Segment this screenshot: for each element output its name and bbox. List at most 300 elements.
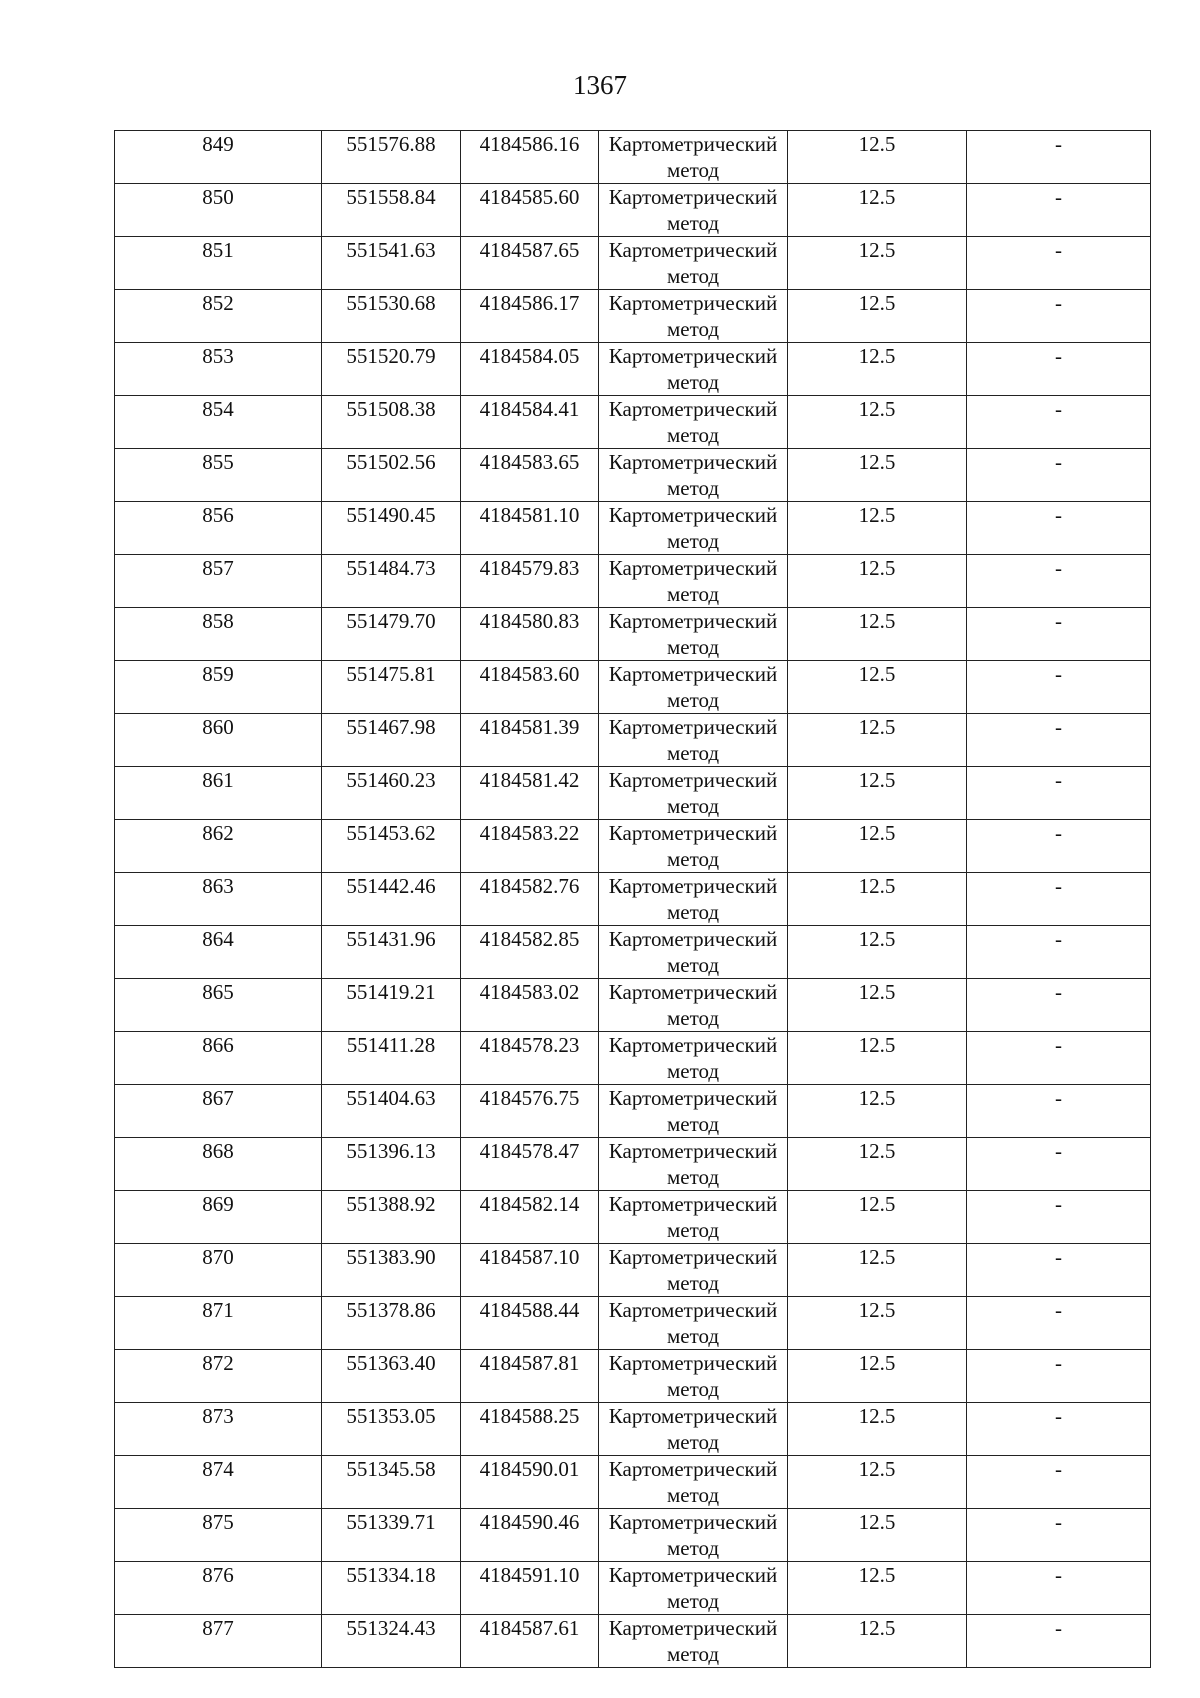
table-row [115,1509,1151,1562]
y-coordinate: 4184583.02 [479,980,580,1004]
accuracy-cell [788,555,967,608]
accuracy-cell [788,343,967,396]
note-cell [967,343,1151,396]
page-number: 1367 [573,70,627,100]
point-number-cell [115,555,322,608]
method-line-1: Картометрический [608,874,778,898]
method-text [599,502,787,554]
x-coordinate: 551460.23 [346,768,436,792]
note-value: - [1055,556,1062,580]
point-number: 864 [202,927,234,951]
point-number-cell [115,1615,322,1668]
x-coordinate-cell [322,767,461,820]
table-row [115,1456,1151,1509]
y-coordinate-cell [461,714,599,767]
method-text [599,1191,787,1243]
y-coordinate-cell [461,1350,599,1403]
point-number: 866 [202,1033,234,1057]
method-line-2: метод [666,582,720,606]
x-coordinate-cell [322,979,461,1032]
y-coordinate: 4184581.39 [479,715,580,739]
table-row [115,979,1151,1032]
note-value: - [1055,1192,1062,1216]
x-coordinate-cell [322,1403,461,1456]
method-text [599,767,787,819]
x-coordinate-cell [322,661,461,714]
accuracy-value: 12.5 [858,556,896,580]
method-line-1: Картометрический [608,927,778,951]
y-coordinate-cell [461,661,599,714]
y-coordinate-cell [461,290,599,343]
y-coordinate-cell [461,1562,599,1615]
accuracy-value: 12.5 [858,980,896,1004]
method-line-2: метод [666,1642,720,1666]
table-row [115,820,1151,873]
point-number-cell [115,767,322,820]
table-row [115,290,1151,343]
method-cell [599,767,788,820]
method-line-2: метод [666,688,720,712]
note-value: - [1055,238,1062,262]
x-coordinate: 551353.05 [346,1404,436,1428]
method-line-2: метод [666,847,720,871]
method-line-2: метод [666,900,720,924]
method-text [599,714,787,766]
note-value: - [1055,821,1062,845]
y-coordinate: 4184584.41 [479,397,580,421]
method-line-2: метод [666,635,720,659]
method-cell [599,1615,788,1668]
note-cell [967,502,1151,555]
method-line-1: Картометрический [608,1616,778,1640]
table-row [115,714,1151,767]
x-coordinate: 551388.92 [346,1192,436,1216]
accuracy-cell [788,767,967,820]
table-row [115,449,1151,502]
y-coordinate: 4184582.85 [479,927,580,951]
method-text [599,820,787,872]
point-number: 861 [202,768,234,792]
method-line-1: Картометрический [608,1298,778,1322]
x-coordinate-cell [322,1562,461,1615]
accuracy-cell [788,1297,967,1350]
note-value: - [1055,1616,1062,1640]
point-number-cell [115,661,322,714]
point-number: 852 [202,291,234,315]
x-coordinate: 551479.70 [346,609,436,633]
accuracy-value: 12.5 [858,1086,896,1110]
accuracy-value: 12.5 [858,821,896,845]
method-text [599,1562,787,1614]
method-line-1: Картометрический [608,397,778,421]
method-line-1: Картометрический [608,715,778,739]
note-cell [967,1191,1151,1244]
method-cell [599,1456,788,1509]
note-cell [967,1244,1151,1297]
method-line-1: Картометрический [608,185,778,209]
note-value: - [1055,185,1062,209]
method-cell [599,1085,788,1138]
point-number: 876 [202,1563,234,1587]
accuracy-value: 12.5 [858,1457,896,1481]
method-line-1: Картометрический [608,556,778,580]
method-line-2: метод [666,953,720,977]
x-coordinate: 551411.28 [346,1033,436,1057]
accuracy-value: 12.5 [858,1033,896,1057]
accuracy-value: 12.5 [858,1351,896,1375]
point-number-cell [115,1403,322,1456]
accuracy-value: 12.5 [858,1139,896,1163]
point-number: 857 [202,556,234,580]
method-line-2: метод [666,794,720,818]
method-line-2: метод [666,211,720,235]
method-text [599,873,787,925]
point-number: 855 [202,450,234,474]
method-line-1: Картометрический [608,132,778,156]
x-coordinate-cell [322,449,461,502]
note-value: - [1055,132,1062,156]
accuracy-value: 12.5 [858,1298,896,1322]
note-value: - [1055,1086,1062,1110]
method-line-2: метод [666,1165,720,1189]
x-coordinate-cell [322,1085,461,1138]
method-cell [599,449,788,502]
accuracy-value: 12.5 [858,927,896,951]
accuracy-value: 12.5 [858,874,896,898]
note-cell [967,661,1151,714]
x-coordinate-cell [322,926,461,979]
note-value: - [1055,662,1062,686]
accuracy-cell [788,1615,967,1668]
accuracy-value: 12.5 [858,238,896,262]
point-number: 871 [202,1298,234,1322]
y-coordinate: 4184576.75 [479,1086,580,1110]
x-coordinate-cell [322,1244,461,1297]
table-row [115,502,1151,555]
accuracy-cell [788,820,967,873]
point-number: 856 [202,503,234,527]
y-coordinate-cell [461,502,599,555]
note-cell [967,237,1151,290]
point-number: 872 [202,1351,234,1375]
y-coordinate: 4184582.14 [479,1192,580,1216]
method-text [599,661,787,713]
method-text [599,1244,787,1296]
table-row [115,1244,1151,1297]
y-coordinate: 4184581.42 [479,768,580,792]
note-cell [967,1032,1151,1085]
x-coordinate: 551339.71 [346,1510,436,1534]
point-number: 870 [202,1245,234,1269]
table-row [115,661,1151,714]
accuracy-cell [788,1138,967,1191]
note-value: - [1055,450,1062,474]
method-line-2: метод [666,423,720,447]
x-coordinate: 551383.90 [346,1245,436,1269]
point-number-cell [115,873,322,926]
method-cell [599,1562,788,1615]
accuracy-value: 12.5 [858,1192,896,1216]
note-cell [967,1085,1151,1138]
point-number-cell [115,1456,322,1509]
x-coordinate: 551419.21 [346,980,436,1004]
note-value: - [1055,1563,1062,1587]
point-number: 849 [202,132,234,156]
method-text [599,1509,787,1561]
x-coordinate-cell [322,1615,461,1668]
note-value: - [1055,927,1062,951]
point-number: 863 [202,874,234,898]
note-value: - [1055,344,1062,368]
x-coordinate: 551530.68 [346,291,436,315]
note-cell [967,714,1151,767]
note-value: - [1055,1404,1062,1428]
note-value: - [1055,1457,1062,1481]
point-number-cell [115,290,322,343]
method-line-1: Картометрический [608,1086,778,1110]
accuracy-cell [788,131,967,184]
y-coordinate-cell [461,608,599,661]
y-coordinate-cell [461,1244,599,1297]
y-coordinate-cell [461,131,599,184]
accuracy-value: 12.5 [858,185,896,209]
method-cell [599,396,788,449]
y-coordinate: 4184583.65 [479,450,580,474]
table-row [115,1562,1151,1615]
point-number: 875 [202,1510,234,1534]
y-coordinate: 4184583.22 [479,821,580,845]
point-number: 865 [202,980,234,1004]
method-text [599,396,787,448]
x-coordinate: 551442.46 [346,874,436,898]
method-cell [599,1244,788,1297]
method-line-1: Картометрический [608,821,778,845]
method-text [599,555,787,607]
accuracy-cell [788,1191,967,1244]
note-value: - [1055,874,1062,898]
table-row [115,1138,1151,1191]
method-line-2: метод [666,529,720,553]
accuracy-value: 12.5 [858,344,896,368]
y-coordinate: 4184588.44 [479,1298,580,1322]
point-number-cell [115,1244,322,1297]
note-value: - [1055,1245,1062,1269]
x-coordinate: 551334.18 [346,1563,436,1587]
coordinates-table-body [115,131,1151,1668]
method-line-1: Картометрический [608,1033,778,1057]
accuracy-cell [788,873,967,926]
y-coordinate: 4184583.60 [479,662,580,686]
method-text [599,343,787,395]
accuracy-cell [788,184,967,237]
point-number-cell [115,396,322,449]
y-coordinate-cell [461,237,599,290]
method-cell [599,555,788,608]
method-text [599,1032,787,1084]
note-cell [967,873,1151,926]
accuracy-cell [788,608,967,661]
x-coordinate: 551396.13 [346,1139,436,1163]
x-coordinate-cell [322,1191,461,1244]
method-cell [599,661,788,714]
table-row [115,1403,1151,1456]
accuracy-cell [788,1403,967,1456]
method-line-1: Картометрический [608,344,778,368]
point-number-cell [115,926,322,979]
method-line-1: Картометрический [608,450,778,474]
method-cell [599,1191,788,1244]
method-line-2: метод [666,1271,720,1295]
table-row [115,1350,1151,1403]
x-coordinate: 551541.63 [346,238,436,262]
table-row [115,396,1151,449]
method-cell [599,290,788,343]
x-coordinate: 551558.84 [346,185,436,209]
x-coordinate-cell [322,820,461,873]
method-text [599,1085,787,1137]
point-number-cell [115,449,322,502]
x-coordinate-cell [322,502,461,555]
method-cell [599,979,788,1032]
accuracy-cell [788,1509,967,1562]
y-coordinate-cell [461,1138,599,1191]
y-coordinate: 4184587.65 [479,238,580,262]
table-row [115,1297,1151,1350]
point-number: 851 [202,238,234,262]
method-text [599,1403,787,1455]
accuracy-cell [788,502,967,555]
y-coordinate-cell [461,873,599,926]
method-line-2: метод [666,1589,720,1613]
y-coordinate: 4184588.25 [479,1404,580,1428]
x-coordinate-cell [322,131,461,184]
method-line-2: метод [666,1377,720,1401]
note-value: - [1055,715,1062,739]
y-coordinate-cell [461,343,599,396]
table-row [115,237,1151,290]
method-cell [599,1032,788,1085]
accuracy-cell [788,1244,967,1297]
accuracy-value: 12.5 [858,132,896,156]
point-number-cell [115,714,322,767]
point-number-cell [115,1191,322,1244]
point-number-cell [115,237,322,290]
table-row [115,1085,1151,1138]
y-coordinate: 4184586.17 [479,291,580,315]
x-coordinate-cell [322,608,461,661]
method-line-1: Картометрический [608,768,778,792]
x-coordinate: 551508.38 [346,397,436,421]
method-line-2: метод [666,1218,720,1242]
y-coordinate-cell [461,1085,599,1138]
method-line-2: метод [666,317,720,341]
method-text [599,979,787,1031]
y-coordinate: 4184590.46 [479,1510,580,1534]
note-value: - [1055,1033,1062,1057]
y-coordinate-cell [461,184,599,237]
note-cell [967,926,1151,979]
method-cell [599,343,788,396]
method-line-1: Картометрический [608,291,778,315]
accuracy-value: 12.5 [858,1245,896,1269]
method-cell [599,1403,788,1456]
point-number-cell [115,131,322,184]
point-number-cell [115,608,322,661]
method-text [599,1456,787,1508]
accuracy-value: 12.5 [858,1510,896,1534]
note-cell [967,1297,1151,1350]
point-number: 874 [202,1457,234,1481]
y-coordinate: 4184578.47 [479,1139,580,1163]
method-text [599,449,787,501]
x-coordinate: 551363.40 [346,1351,436,1375]
point-number: 867 [202,1086,234,1110]
x-coordinate-cell [322,714,461,767]
y-coordinate: 4184587.81 [479,1351,580,1375]
method-line-2: метод [666,158,720,182]
x-coordinate: 551490.45 [346,503,436,527]
note-value: - [1055,1510,1062,1534]
point-number-cell [115,1297,322,1350]
y-coordinate-cell [461,1615,599,1668]
method-cell [599,502,788,555]
table-row [115,131,1151,184]
x-coordinate: 551431.96 [346,927,436,951]
method-cell [599,608,788,661]
x-coordinate: 551520.79 [346,344,436,368]
x-coordinate: 551484.73 [346,556,436,580]
method-cell [599,1138,788,1191]
method-text [599,1138,787,1190]
method-cell [599,926,788,979]
note-cell [967,1138,1151,1191]
point-number: 854 [202,397,234,421]
x-coordinate-cell [322,1032,461,1085]
accuracy-cell [788,1085,967,1138]
y-coordinate: 4184581.10 [479,503,580,527]
y-coordinate-cell [461,979,599,1032]
accuracy-cell [788,926,967,979]
x-coordinate: 551453.62 [346,821,436,845]
x-coordinate-cell [322,1297,461,1350]
method-line-2: метод [666,1112,720,1136]
accuracy-cell [788,714,967,767]
method-line-1: Картометрический [608,609,778,633]
point-number: 873 [202,1404,234,1428]
y-coordinate-cell [461,1403,599,1456]
table-row [115,1191,1151,1244]
accuracy-value: 12.5 [858,1404,896,1428]
method-line-1: Картометрический [608,1404,778,1428]
accuracy-value: 12.5 [858,291,896,315]
point-number: 868 [202,1139,234,1163]
note-cell [967,1509,1151,1562]
y-coordinate-cell [461,1456,599,1509]
method-line-1: Картометрический [608,980,778,1004]
x-coordinate: 551345.58 [346,1457,436,1481]
y-coordinate: 4184586.16 [479,132,580,156]
point-number-cell [115,1085,322,1138]
method-line-2: метод [666,370,720,394]
accuracy-cell [788,1456,967,1509]
x-coordinate-cell [322,343,461,396]
x-coordinate: 551502.56 [346,450,436,474]
table-row [115,343,1151,396]
point-number-cell [115,1032,322,1085]
note-cell [967,1350,1151,1403]
note-cell [967,820,1151,873]
method-cell [599,1509,788,1562]
